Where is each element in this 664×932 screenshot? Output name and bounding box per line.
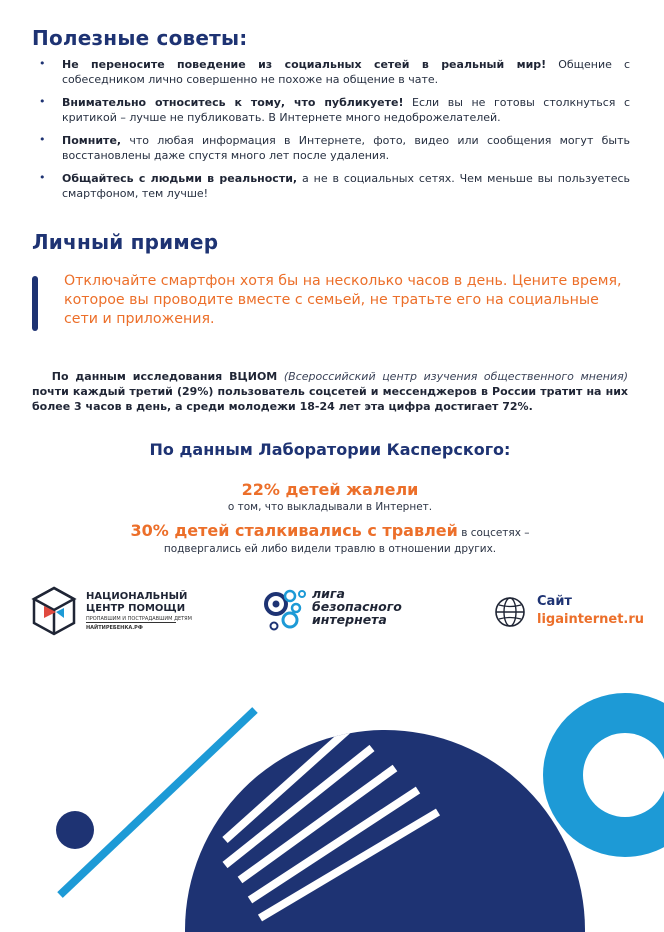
bullet-icon: • xyxy=(39,95,46,108)
bullet-icon: • xyxy=(39,57,46,70)
site-url[interactable]: ligainternet.ru xyxy=(537,612,645,627)
cube-emblem-icon xyxy=(30,586,78,636)
quote-accent-bar xyxy=(32,276,38,331)
national-center-logo: НАЦИОНАЛЬНЫЙ ЦЕНТР ПОМОЩИ ПРОПАВШИМ И ПОСТРАДАВШИМ ДЕТЯМ НАЙТИРЕБЕНКА.РФ xyxy=(30,586,190,638)
tips-list xyxy=(28,58,630,210)
blue-ring xyxy=(543,693,664,857)
site-label: Сайт xyxy=(537,594,572,609)
bullet-icon: • xyxy=(39,171,46,184)
stat-regret: 22% детей жалели о том, что выкладывали в Интернет. xyxy=(227,480,433,513)
example-title: Личный пример xyxy=(32,230,219,254)
stat-bullying: 30% детей сталкивались с травлей в соцсетях – подвергались ей либо видели травлю в отношении других. xyxy=(130,521,530,555)
example-quote: Отключайте смартфон хотя бы на несколько часов в день. Цените время, которое вы проводите вместе с семьей, не тратьте его на социальные сети и приложения. xyxy=(64,273,622,327)
blue-diagonal-line xyxy=(60,710,255,895)
liga-logo: лига безопасного интернета xyxy=(262,586,412,636)
white-stripes xyxy=(225,728,438,918)
tip-item: • Общайтесь с людьми в реальности, а не в социальных сетях. Чем меньше вы пользуетесь смартфоном, тем лучше! xyxy=(39,171,630,200)
tip-item: • Не переносите поведение из социальных сетей в реальный мир! Общение с собеседником лично совершенно не похоже на общение в чате. xyxy=(39,57,630,86)
bullet-icon: • xyxy=(39,133,46,146)
bubbles-emblem-icon xyxy=(262,586,310,634)
site-link[interactable] xyxy=(494,594,644,634)
tip-item: • Помните, что любая информация в Интернете, фото, видео или сообщения могут быть восстановлены даже спустя много лет после удаления. xyxy=(39,133,630,162)
small-navy-dot xyxy=(56,811,94,849)
tip-item: • Внимательно относитесь к тому, что публикуете! Если вы не готовы столкнуться с критикой – лучше не публиковать. В Интернете много недоброжелателей. xyxy=(39,95,630,124)
tips-title: Полезные советы: xyxy=(32,26,248,50)
globe-icon xyxy=(494,596,526,628)
kaspersky-title: По данным Лаборатории Касперского: xyxy=(149,440,511,459)
research-paragraph: По данным исследования ВЦИОМ (Всероссийский центр изучения общественного мнения) почти каждый третий (29%) пользователь соцсетей и мессенджеров в России тратит на них более 3 часов в день, а среди молодежи 18-24 лет эта цифра достигает 72%. xyxy=(32,370,628,413)
big-navy-circle xyxy=(185,730,585,932)
